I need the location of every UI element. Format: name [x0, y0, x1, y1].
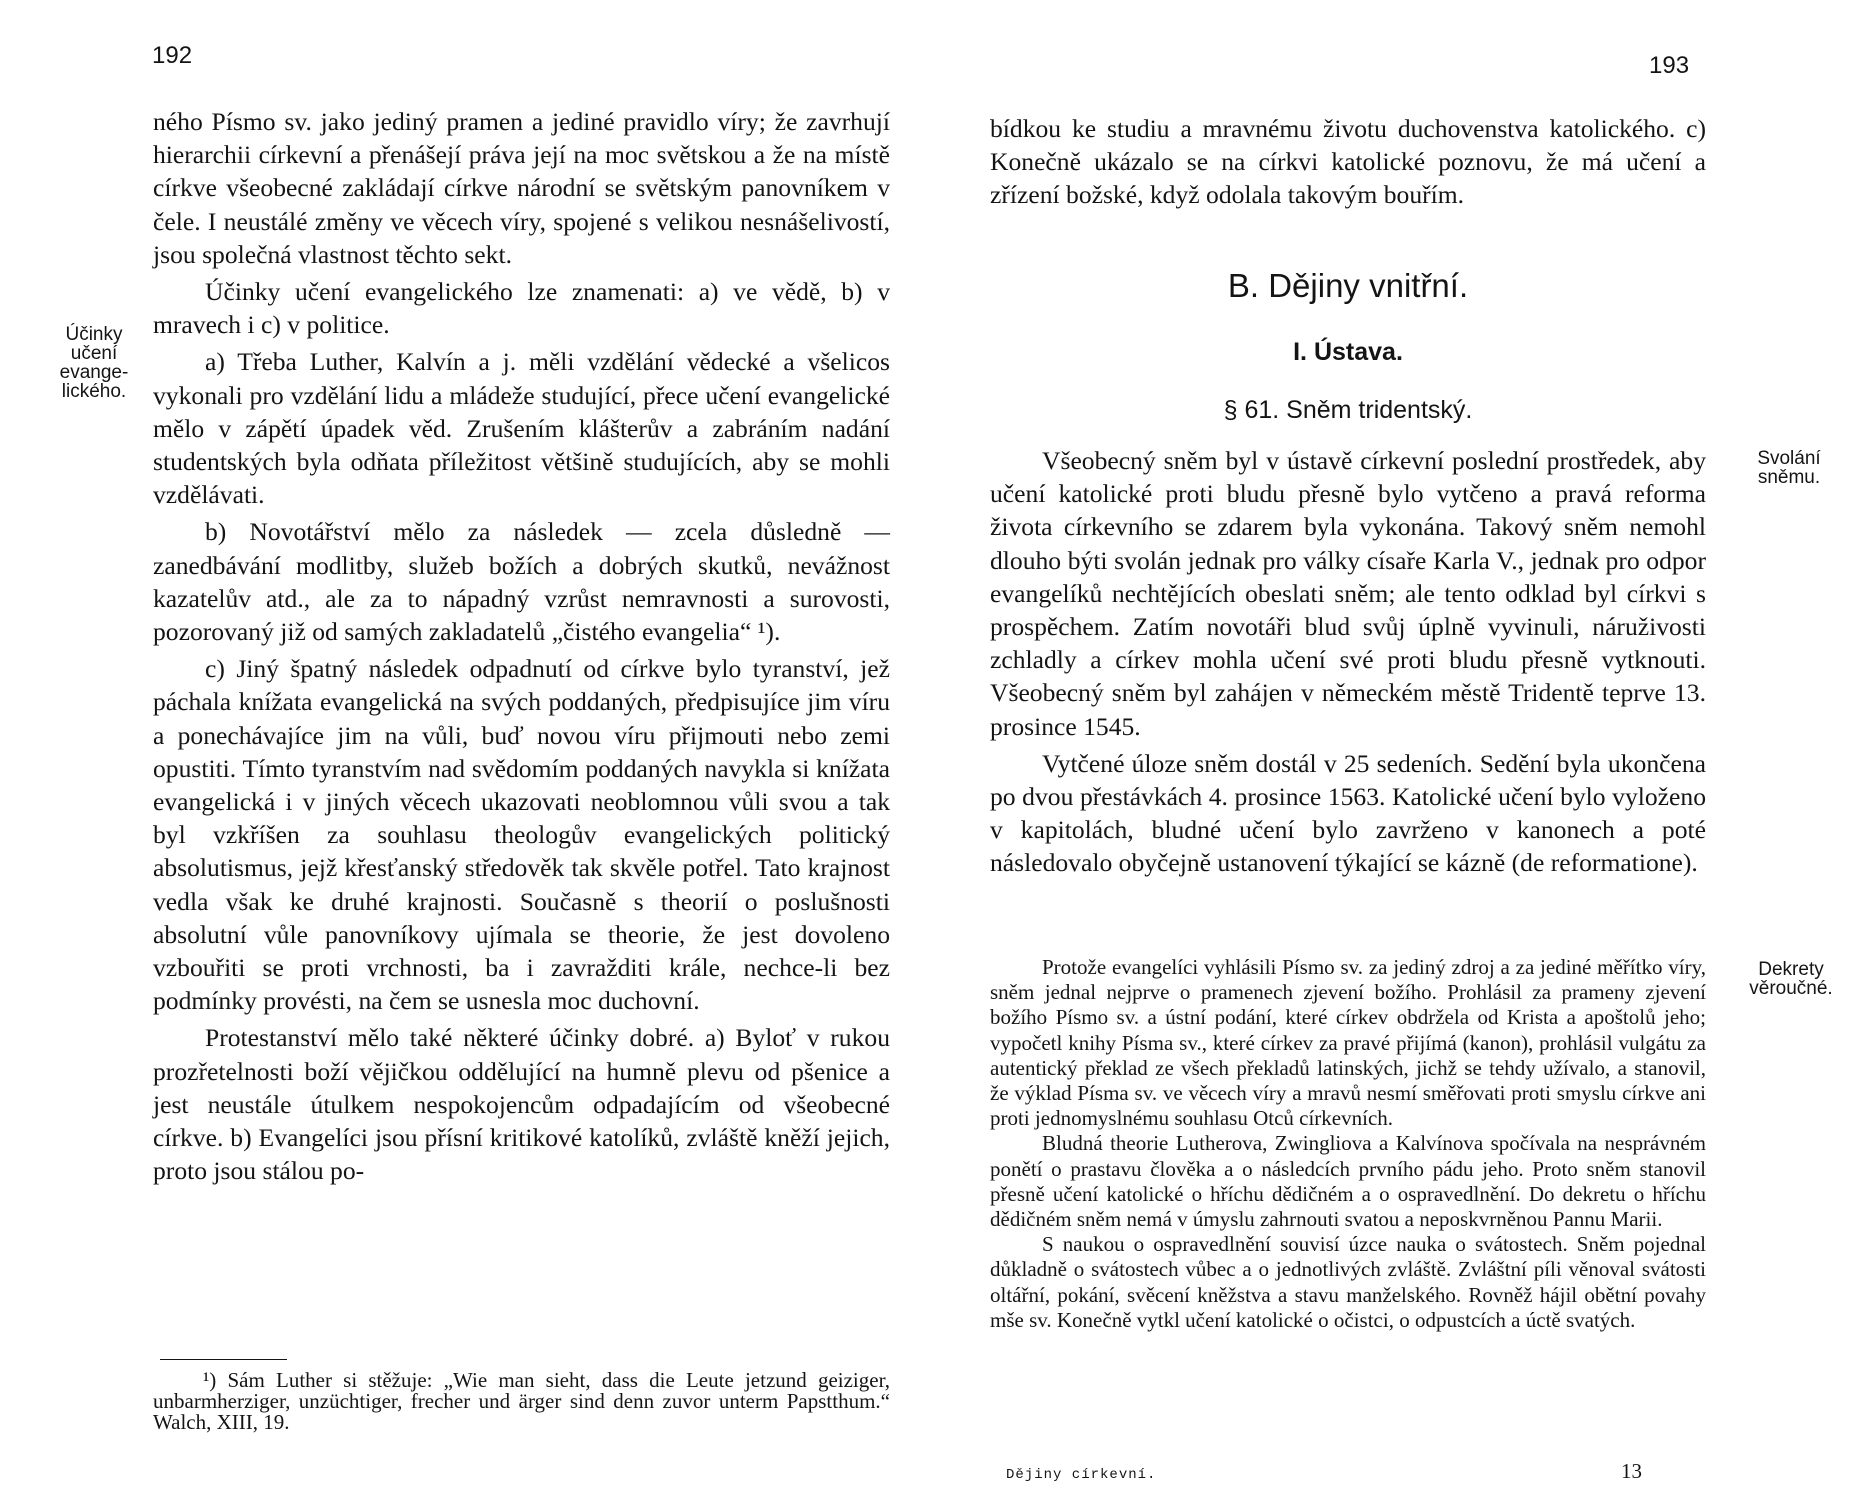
paragraph-title: § 61. Sněm tridentský.	[1223, 396, 1473, 424]
footnote	[153, 1370, 890, 1433]
printer-signature: Dějiny církevní.	[1006, 1467, 1157, 1483]
paragraph: bídkou ke studiu a mravnému životu duchovenstva katolického. c) Konečně ukázalo se na církvi katolické poznovu, že má učení a zřízení božské, když odolala takovým bouřím.	[990, 114, 1706, 210]
paragraph: Protestanství mělo také některé účinky dobré. a) Byloť v rukou prozřetelnosti boží vějičkou oddělující na humně plevu od pšenice a jest neustále útulkem nespokojencům odpadajícím od všeobecné církve. b) Evangelíci jsou přísní kritikové katolíků, zvláště kněží jejich, proto jsou stálou po-	[153, 1023, 890, 1186]
paragraph: c) Jiný špatný následek odpadnutí od církve bylo tyranství, jež páchala knížata evangelická na svých poddaných, předpisujíce jim víru a ponechávajíce jim na vůli, buď novou víru přijmouti nebo zemi opustiti. Tímto tyranstvím nad svědomím poddaných navykla si knížata evangelická i v jiných věcech ukazovati neoblomnou vůli svou a tak byl vzkříšen za souhlasu theologův evangelických politický absolutismus, jejž křesťanský středověk tak skvěle potřel. Tato krajnost vedla však ke druhé krajnosti. Současně s theorií o poslušnosti absolutní vůle panovníkovy ujímala se theorie, že jest dovoleno vzbouřiti se proti vrchnosti, ba i zavražditi krále, nechce-li bez podmínky provésti, na čem se usnesla moc duchovní.	[153, 654, 890, 1016]
paragraph: Všeobecný sněm byl v ústavě církevní poslední prostředek, aby učení katolické proti bludu přesně bylo vytčeno a pravá reforma života církevního se zdarem byla vykonána. Takový sněm nemohl dlouho býti svolán jednak pro války císaře Karla V., jednak pro odpor evangelíků nechtějících obeslati sněm; ale tento odklad byl církvi s prospěchem. Zatím novotáři blud svůj úplně vyvinuli, náruživosti zchladly a církev mohla učení své proti bludu přesně vytknouti. Všeobecný sněm byl zahájen v německém městě Tridentě teprve 13. prosince 1545.	[990, 446, 1706, 741]
intro-text	[990, 112, 1706, 212]
paragraph: Vytčené úloze sněm dostál v 25 sedeních. Sedění byla ukončena po dvou přestávkách 4. prosince 1563. Katolické učení bylo vyloženo v kapitolách, bludné učení bylo zavrženo v kanonech a poté následovalo obyčejně ustanovení týkající se kázně (de reformatione).	[990, 748, 1706, 878]
margin-note-dekrety: Dekrety věroučné.	[1749, 959, 1833, 999]
main-text-column	[990, 444, 1706, 880]
margin-note-ucinky: Účinky učení evange-lického.	[59, 324, 129, 402]
page-number: 192	[152, 42, 193, 69]
footnote-text: ¹) Sám Luther si stěžuje: „Wie man sieht, dass die Leute jetzund geiziger, unbarmherziger, unzüchtiger, frecher und ärger sind denn zuvor unterm Papstthum.“ Walch, XIII, 19.	[153, 1368, 890, 1434]
small-print-column	[990, 955, 1706, 1333]
margin-note-svolani: Svolání sněmu.	[1757, 448, 1821, 488]
paragraph: ného Písmo sv. jako jediný pramen a jediné pravidlo víry; že zavrhují hierarchii církevní a přenášejí práva její na moc světskou a že na místě církve všeobecné zakládají církve národní se světským panovníkem v čele. I neustálé změny ve věcech víry, spojené s velikou nesnášelivostí, jsou společná vlastnost těchto sekt.	[153, 107, 890, 269]
paragraph: b) Novotářství mělo za následek — zcela důsledně — zanedbávání modlitby, služeb božích a dobrých skutků, nevážnost kazatelův atd., ale za to nápadný vzrůst nemravnosti a surovosti, pozorovaný již od samých zakladatelů „čistého evangelia“ ¹).	[153, 517, 890, 647]
small-paragraph: Protože evangelíci vyhlásili Písmo sv. za jediný zdroj a za jediné měřítko víry, sněm jednal nejprve o pramenech zjevení božího. Prohlásil za prameny zjevení božího Písmo sv. a ústní podání, které církev obdržela od Krista a apoštolů jeho; vypočetl knihy Písma sv., které církev za pravé přijímá (kanon), prohlásil vulgátu za autentický překlad ze všech překladů latinských, jichž se tehdy užívalo, a stanovil, že výklad Písma sv. ve věcech víry a mravů nesmí směřovati proti smyslu církve ani proti jednomyslnému souhlasu Otců církevních.	[990, 955, 1706, 1131]
paragraph: a) Třeba Luther, Kalvín a j. měli vzdělání vědecké a všelicos vykonali pro vzdělání lidu a mládeže studující, přece učení evangelické mělo v zápětí úpadek věd. Zrušením klášterův a zabráním nadání studentských byla odňata příležitost většině studujících, aby se mohli vzdělávati.	[153, 347, 890, 510]
right-page	[931, 0, 1862, 1500]
sheet-number: 13	[1621, 1459, 1642, 1483]
subsection-title: I. Ústava.	[1293, 338, 1403, 366]
footnote-divider	[160, 1359, 287, 1360]
main-text-column	[153, 105, 890, 1188]
section-title: B. Dějiny vnitřní.	[1227, 267, 1469, 304]
small-paragraph: S naukou o ospravedlnění souvisí úzce nauka o svátostech. Sněm pojednal důkladně o svátostech vůbec a o jednotlivých zvláště. Zvláštní píli věnoval svátosti oltářní, pokání, svěcení kněžstva a stavu manželského. Rovněž hájil obětní povahy mše sv. Konečně vytkl učení katolické o očistci, o odpustcích a úctě svatých.	[990, 1232, 1706, 1332]
small-paragraph: Bludná theorie Lutherova, Zwingliova a Kalvínova spočívala na nesprávném ponětí o prastavu člověka a o následcích prvního pádu jeho. Proto sněm stanovil přesně učení katolické o hříchu dědičném a o ospravedlnění. Do dekretu o hříchu dědičném sněm nemá v úmyslu zahrnouti svatou a neposkvrněnou Pannu Marii.	[990, 1131, 1706, 1232]
page-number: 193	[1649, 52, 1690, 79]
paragraph: Účinky učení evangelického lze znamenati: a) ve vědě, b) v mravech i c) v politice.	[153, 277, 890, 340]
